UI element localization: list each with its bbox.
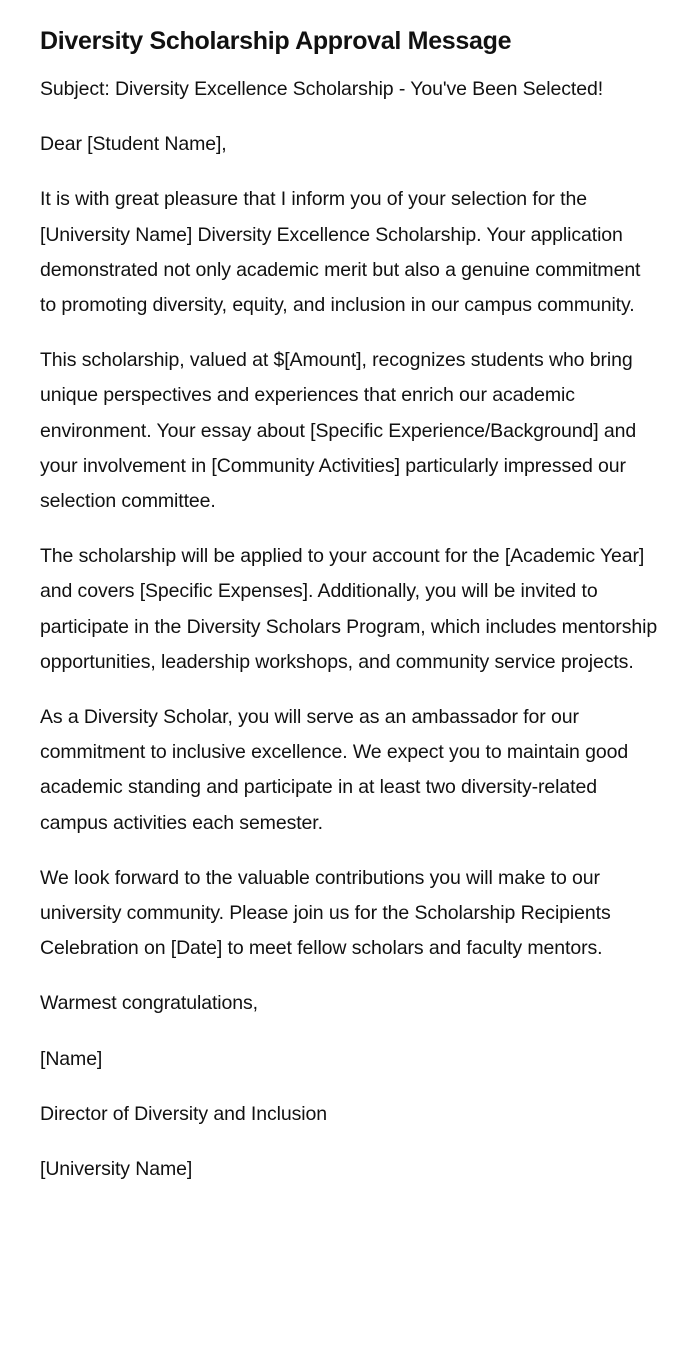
- body-paragraph-3: The scholarship will be applied to your account for the [Academic Year] and covers [Specific Expenses]. Additionally, you will be invited to participate in the Diversity Scholars Program, which includes mentorship opportunities, leadership workshops, and community service projects.: [40, 545, 658, 673]
- body-paragraph-4: As a Diversity Scholar, you will serve as an ambassador for our commitment to inclusive excellence. We expect you to maintain good academic standing and participate in at least two diversity-related campus activities each semester.: [40, 706, 629, 834]
- closing: Warmest congratulations,: [40, 992, 258, 1015]
- signature-position: Director of Diversity and Inclusion: [40, 1102, 327, 1125]
- subject-line: Subject: Diversity Excellence Scholarship - You've Been Selected!: [40, 78, 604, 100]
- salutation: Dear [Student Name],: [40, 133, 227, 156]
- signature-name: [Name]: [40, 1047, 103, 1070]
- document-title: Diversity Scholarship Approval Message: [40, 27, 512, 55]
- body-paragraph-5: We look forward to the valuable contributions you will make to our university community. Please join us for the Scholarship Recipients Celebration on [Date] to meet fellow scholars and faculty mentors.: [40, 866, 611, 960]
- body-paragraph-1: It is with great pleasure that I inform you of your selection for the [University Name] Diversity Excellence Scholarship. Your application demonstrated not only academic merit but also a genuine commitment to promoting diversity, equity, and inclusion in our campus community.: [40, 188, 641, 317]
- body-paragraph-2: This scholarship, valued at $[Amount], recognizes students who bring unique perspectives and experiences that enrich our academic environment. Your essay about [Specific Experience/Background] and your involvement in [Community Activities] particularly impressed our selection committee.: [40, 349, 637, 513]
- signature-institution: [University Name]: [40, 1158, 193, 1181]
